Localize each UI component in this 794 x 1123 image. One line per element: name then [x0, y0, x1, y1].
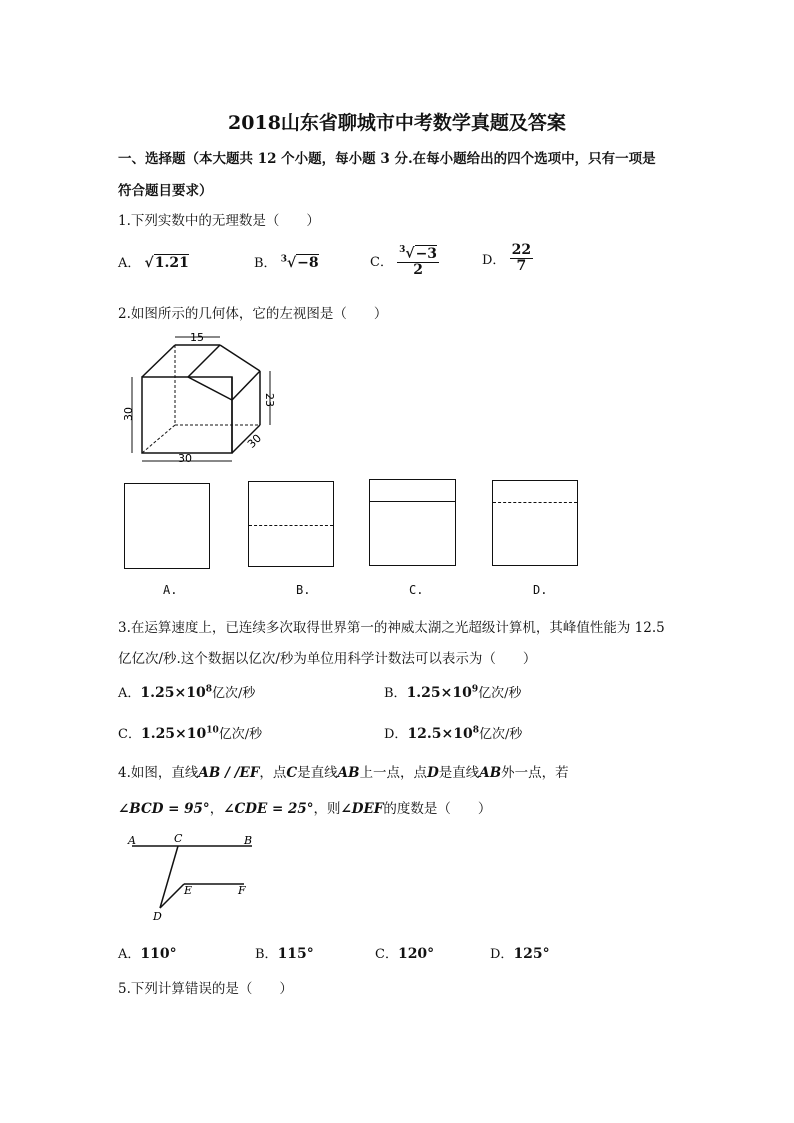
q1-option-a: A． √1.21 [118, 255, 189, 271]
dim-depth: 30 [244, 431, 265, 451]
q4-line-figure [120, 830, 270, 926]
q3-option-b: B．$1.25\times 10^9$亿次/秒 [384, 684, 522, 701]
q2-view-a [124, 483, 210, 569]
q4-option-a: A．110° [118, 946, 177, 962]
page-title: 2018山东省聊城市中考数学真题及答案 [228, 112, 566, 134]
q4-option-d: D．125° [490, 946, 550, 962]
q2-view-b [248, 481, 334, 567]
point-f-label: F [238, 884, 246, 897]
point-b-label: B [244, 834, 253, 847]
q3-stem-line1: 3.在运算速度上，已连续多次取得世界第一的神威太湖之光超级计算机，其峰值性能为 12.5 [118, 620, 665, 636]
q2-option-a-label: A. [163, 583, 178, 597]
q1-option-c: C． $\frac{^3√-3}{2}$ [370, 245, 438, 278]
q2-stem: 2.如图所示的几何体，它的左视图是（ ） [118, 306, 388, 322]
point-a-label: A [128, 834, 136, 847]
q4-option-c: C．120° [375, 946, 435, 962]
point-e-label: E [184, 884, 193, 897]
q2-option-b-label: B. [296, 583, 311, 597]
q2-view-c-solid-line [370, 501, 455, 502]
q1-stem: 1.下列实数中的无理数是（ ） [118, 213, 320, 229]
dim-bottom: 30 [178, 452, 192, 465]
section-heading-line2: 符合题目要求） [118, 183, 213, 199]
dim-left: 30 [122, 407, 135, 421]
section-heading-line1: 一、选择题（本大题共 12 个小题，每小题 3 分.在每小题给出的四个选项中，只有一项是 [118, 151, 656, 167]
q1-option-d: D． $\frac{22}{7}$ [482, 242, 532, 274]
q1-option-b: B． $^3$√−8 [254, 254, 319, 271]
dim-right: 23 [263, 393, 276, 407]
q2-solid-figure [120, 325, 280, 465]
point-c-label: C [174, 832, 183, 845]
q2-view-d-dashed-line [493, 502, 577, 503]
q4-stem-line2: ∠BCD = 95°，∠CDE = 25°，则∠DEF的度数是（ ） [118, 801, 492, 817]
q3-option-a: A．$1.25\times 10^8$亿次/秒 [118, 684, 256, 701]
q3-stem-line2: 亿亿次/秒.这个数据以亿次/秒为单位用科学计数法可以表示为（ ） [118, 651, 537, 667]
q5-stem: 5.下列计算错误的是（ ） [118, 981, 293, 997]
q4-stem-line1: 4.如图，直线AB / /EF，点C是直线AB上一点，点D是直线AB外一点，若 [118, 765, 569, 781]
q2-option-d-label: D. [533, 583, 548, 597]
q2-view-b-dashed-line [249, 525, 333, 526]
point-d-label: D [153, 910, 162, 923]
q2-option-c-label: C. [409, 583, 424, 597]
dim-top: 15 [190, 331, 204, 344]
q2-view-d [492, 480, 578, 566]
q3-option-c: C．$1.25\times 10^{10}$亿次/秒 [118, 725, 263, 742]
q2-view-c [369, 479, 456, 566]
q3-option-d: D．$12.5\times 10^8$亿次/秒 [384, 725, 523, 742]
q4-option-b: B．115° [255, 946, 314, 962]
